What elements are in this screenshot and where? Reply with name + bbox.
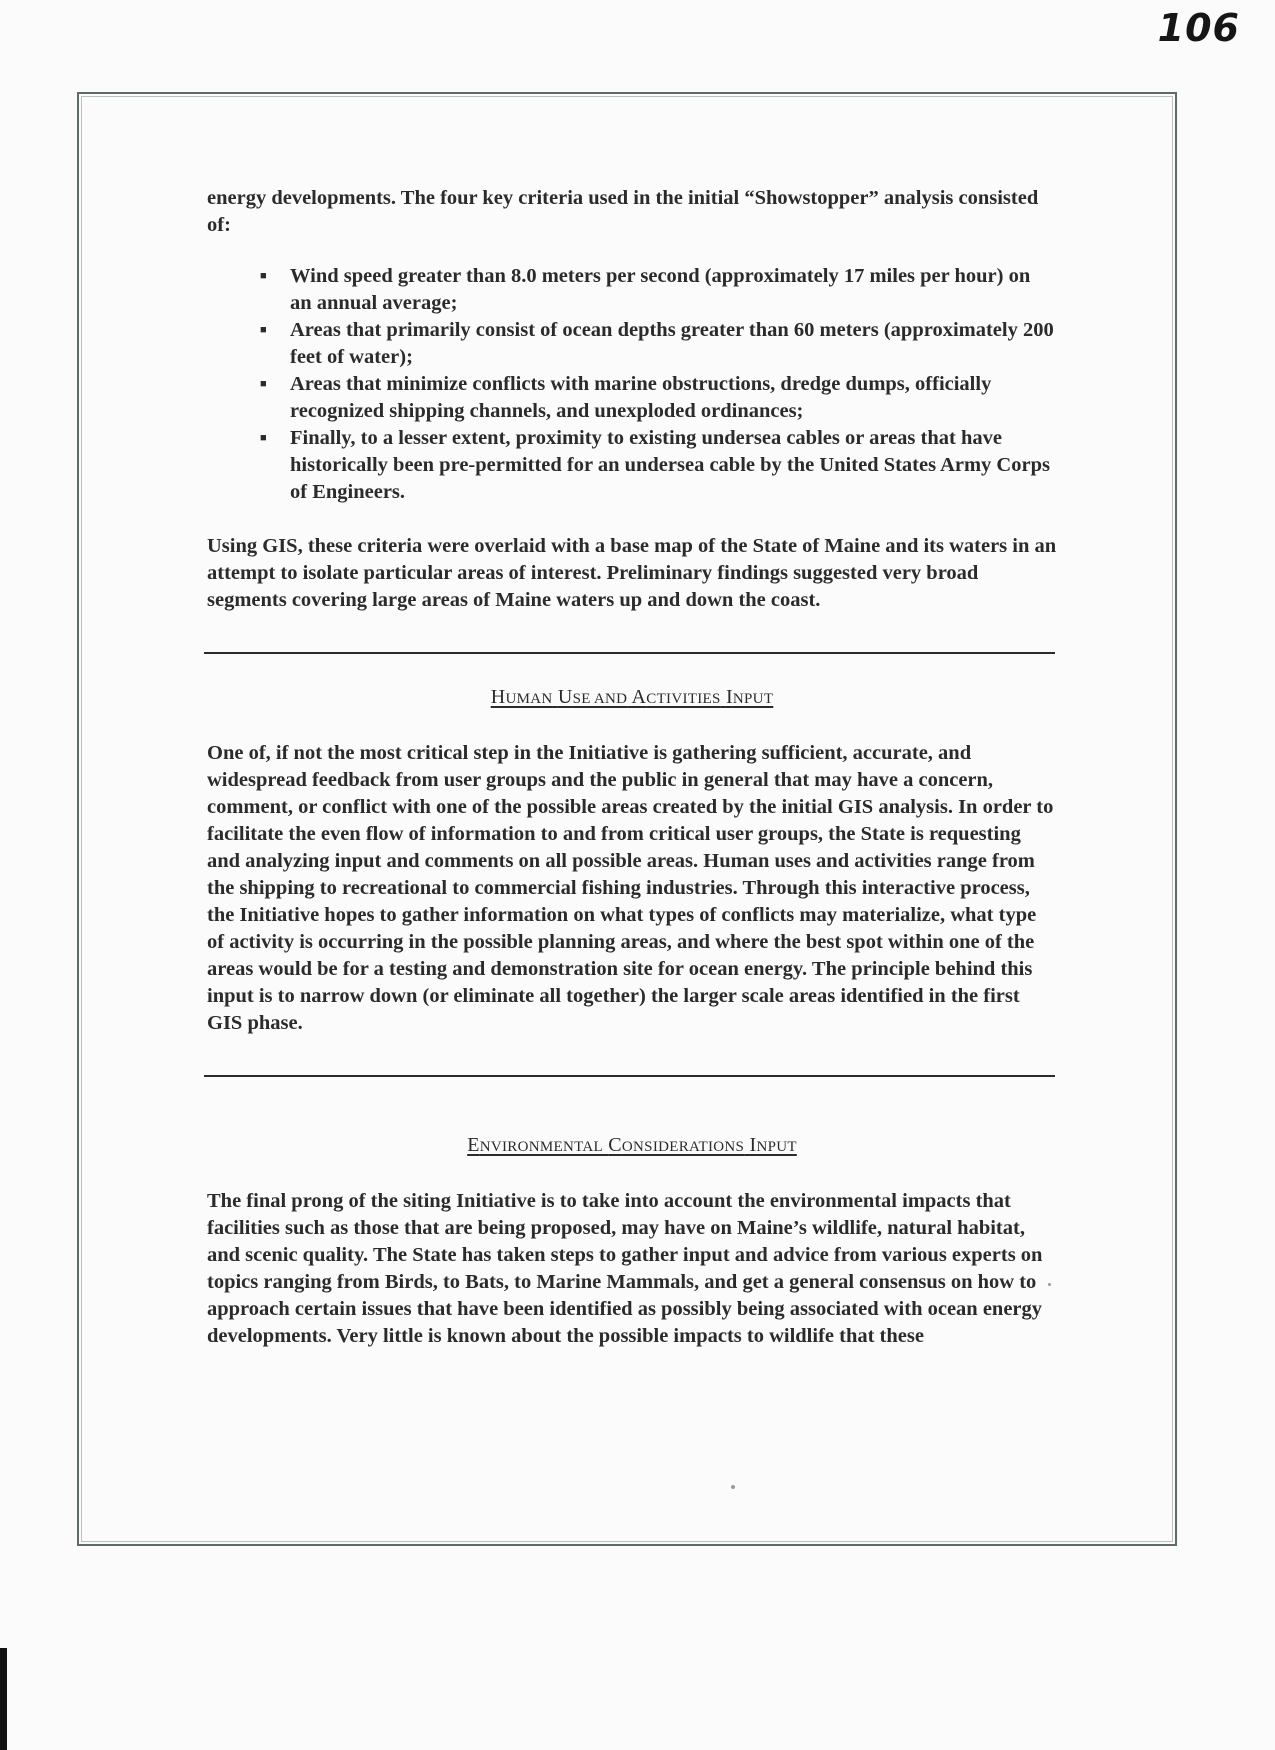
- list-item: [260, 263, 1057, 317]
- scan-speck: [731, 1485, 735, 1489]
- list-item-text: Wind speed greater than 8.0 meters per second (approximately 17 miles per hour) on an annual average;: [290, 265, 1031, 314]
- list-item: [260, 371, 1057, 425]
- square-bullet-icon: ■: [260, 378, 267, 390]
- scan-speck: [1048, 1283, 1051, 1286]
- list-item: [260, 425, 1057, 506]
- page-number: 106: [1157, 6, 1240, 50]
- document-body: [207, 185, 1057, 1350]
- list-item-text: Areas that minimize conflicts with marine obstructions, dredge dumps, officially recognized shipping channels, and unexploded ordinances;: [290, 373, 992, 422]
- intro-paragraph: energy developments. The four key criteria used in the initial “Showstopper” analysis consisted of:: [207, 187, 1039, 236]
- list-item-text: Finally, to a lesser extent, proximity to existing undersea cables or areas that have historically been pre-permitted for an undersea cable by the United States Army Corps of Engineers.: [290, 427, 1050, 503]
- square-bullet-icon: ■: [260, 324, 267, 336]
- environmental-paragraph: The final prong of the siting Initiative is to take into account the environmental impacts that facilities such as those that are being proposed, may have on Maine’s wildlife, natural habitat, and scenic quality. The State has taken steps to gather input and advice from various experts on topics ranging from Birds, to Bats, to Marine Mammals, and get a general consensus on how to approach certain issues that have been identified as possibly being associated with ocean energy developments. Very little is known about the possible impacts to wildlife that these: [207, 1190, 1043, 1347]
- human-use-paragraph: One of, if not the most critical step in the Initiative is gathering sufficient, accurate, and widespread feedback from user groups and the public in general that may have a concern, comment, or conflict with one of the possible areas created by the initial GIS analysis. In order to facilitate the even flow of information to and from critical user groups, the State is requesting and analyzing input and comments on all possible areas. Human uses and activities range from the shipping to recreational to commercial fishing industries. Through this interactive process, the Initiative hopes to gather information on what types of conflicts may materialize, what type of activity is occurring in the possible planning areas, and where the best spot within one of the areas would be for a testing and demonstration site for ocean energy. The principle behind this input is to narrow down (or eliminate all together) the larger scale areas identified in the first GIS phase.: [207, 742, 1054, 1034]
- square-bullet-icon: ■: [260, 270, 267, 282]
- section-divider: [204, 1075, 1055, 1077]
- list-item: [260, 317, 1057, 371]
- criteria-list: [207, 263, 1057, 506]
- list-item-text: Areas that primarily consist of ocean depths greater than 60 meters (approximately 200 feet of water);: [290, 319, 1054, 368]
- scan-edge-mark: [0, 1648, 7, 1750]
- gis-paragraph: Using GIS, these criteria were overlaid with a base map of the State of Maine and its waters in an attempt to isolate particular areas of interest. Preliminary findings suggested very broad segments covering large areas of Maine waters up and down the coast.: [207, 535, 1057, 611]
- square-bullet-icon: ■: [260, 432, 267, 444]
- section-divider: [204, 652, 1055, 654]
- section-heading-human-use: HUMAN USE AND ACTIVITIES INPUT: [490, 686, 774, 708]
- section-heading-environmental: ENVIRONMENTAL CONSIDERATIONS INPUT: [467, 1134, 797, 1156]
